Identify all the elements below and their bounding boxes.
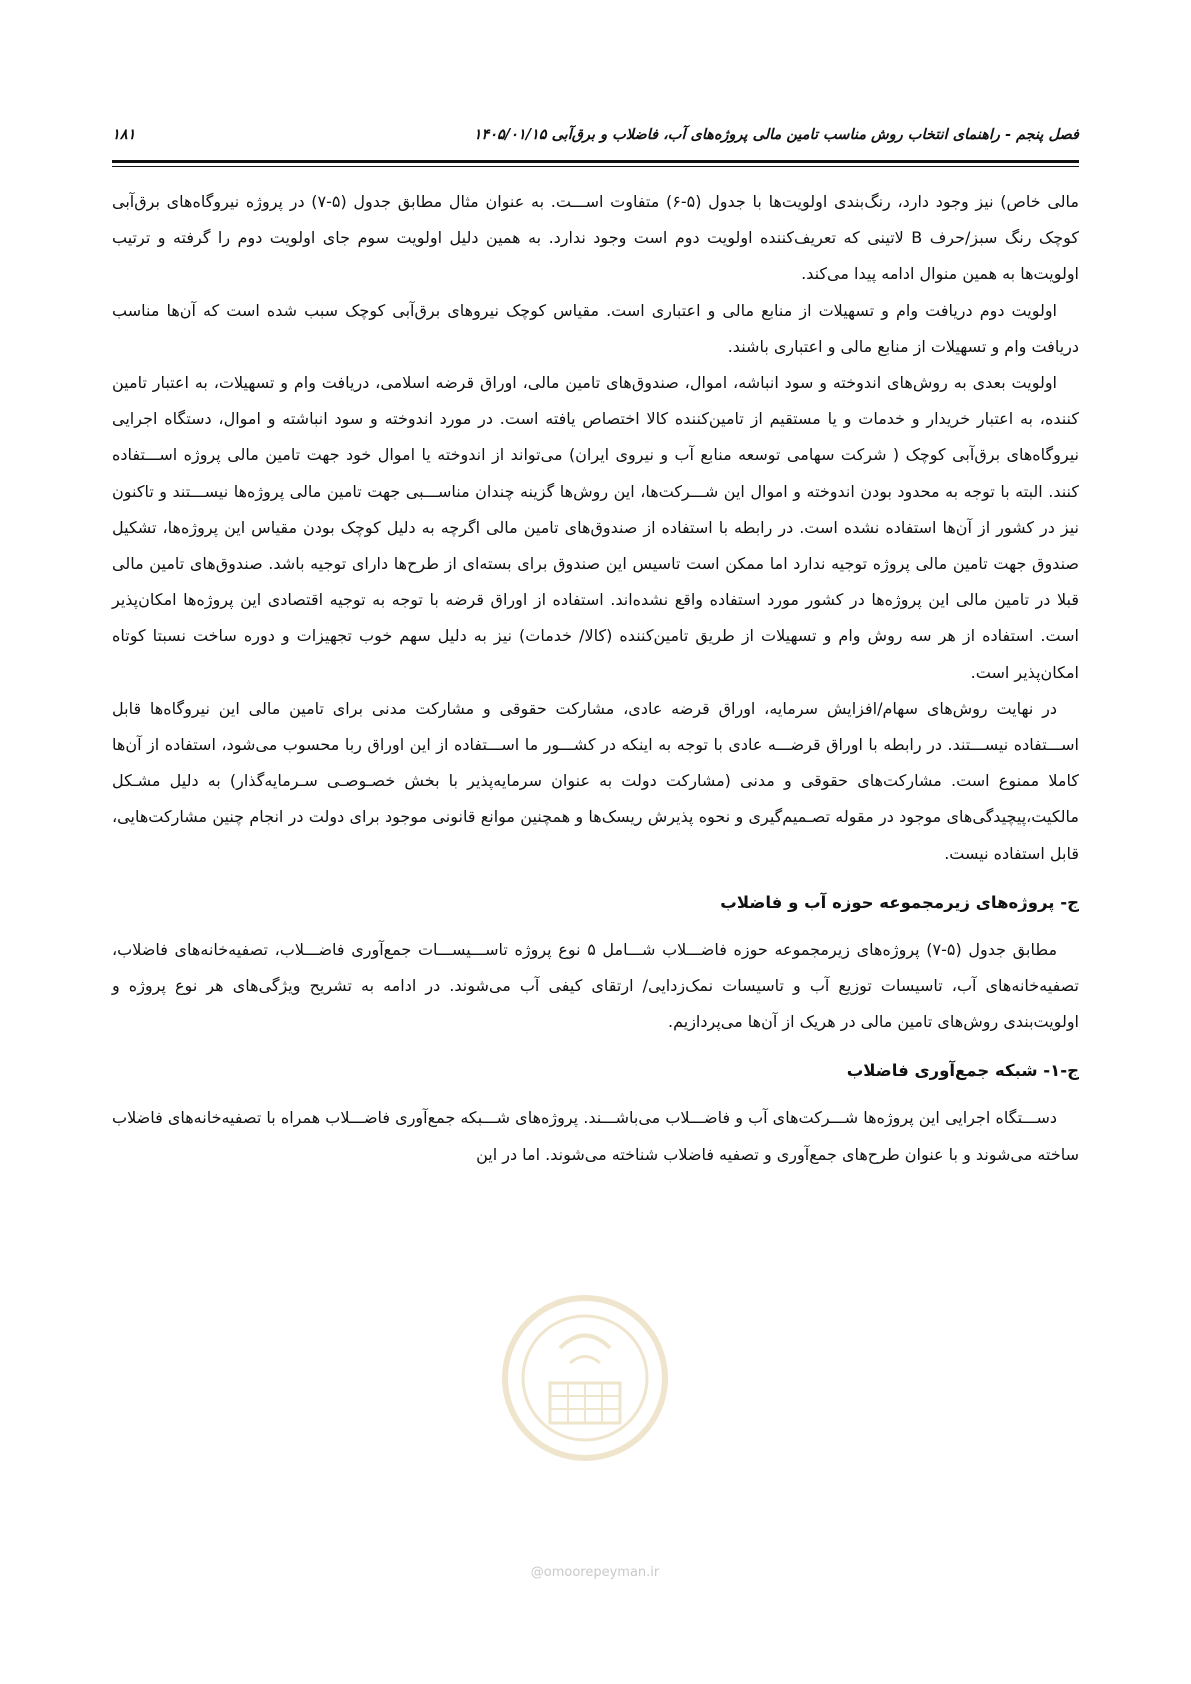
header-rule-thick: [112, 160, 1079, 163]
section-heading-water-wastewater: ج- پروژه‌های زیرمجموعه حوزه آب و فاضلاب: [720, 892, 1079, 912]
paragraph-2: اولویت دوم دریافت وام و تسهیلات از منابع مالی و اعتباری است. مقیاس کوچک نیروهای برق‌آبی کوچک سبب شده است که آن‌ها مناسب دریافت وام و تسهیلات از منابع مالی و اعتباری باشند.: [112, 300, 1079, 356]
section-heading-sewer-network: ج-۱- شبکه جمع‌آوری فاضلاب: [846, 1061, 1079, 1081]
paragraph-3: اولویت بعدی به روش‌های اندوخته و سود انباشه، اموال، صندوق‌های تامین مالی، اوراق قرضه اسلامی، دریافت وام و تسهیلات، به اعتبار تامین کننده، به اعتبار خریدار و خدمات و یا مستقیم از تامین‌کننده کالا اختصاص یافته است. در مورد اندوخته و سود انباشته و اموال، دستگاه اجرایی نیروگاه‌های برق‌آبی کوچک ( شرکت سهامی توسعه منابع آب و نیروی ایران) می‌تواند از اندوخته یا اموال خود جهت تامین مالی پروژه اســـتفاده کنند. البته با توجه به محدود بودن اندوخته و اموال این شـــرکت‌ها، این روش‌ها گزینه چندان مناســـبی جهت تامین مالی پروژه‌ها نیســـتند و تاکنون نیز در کشور از آن‌ها استفاده نشده است. در رابطه با استفاده از صندوق‌های تامین مالی اگرچه به دلیل کوچک بودن مقیاس این پروژه‌ها، تشکیل صندوق جهت تامین مالی پروژه توجیه ندارد اما ممکن است تاسیس این صندوق برای بسته‌ای از طرح‌ها دارای توجیه باشد. صندوق‌های تامین مالی قبلا در تامین مالی این پروژه‌ها در کشور مورد استفاده واقع نشده‌اند. استفاده از اوراق قرضه با توجه به توجیه اقتصادی این پروژه‌ها امکان‌پذیر است. استفاده از هر سه روش وام و تسهیلات از طریق تامین‌کننده (کالا/ خدمات) نیز به دلیل سهم خوب تجهیزات و دوره ساخت نسبتا کوتاه امکان‌پذیر است.: [112, 373, 1079, 682]
watermark-url: @omoorepeyman.ir: [530, 1565, 660, 1580]
document-body: [112, 184, 1079, 1173]
paragraph-4: در نهایت روش‌های سهام/افزایش سرمایه، اوراق قرضه عادی، مشارکت حقوقی و مشارکت مدنی برای تامین مالی این نیروگاه‌ها قابل اســـتفاده نیســـتند. در رابطه با اوراق قرضـــه عادی با توجه به اینکه در کشـــور ما اســـتفاده از این اوراق ربا محسوب می‌شود، استفاده از آن‌ها کاملا ممنوع است. مشارکت‌های حقوقی و مدنی (مشارکت دولت به عنوان سرمایه‌پذیر با بخش خصـوصـی سـرمایه‌گذار) به دلیل مشـکل مالکیت،پیچیدگی‌های موجود در مقوله تصـمیم‌گیری و نحوه پذیرش ریسک‌ها و همچنین موانع قانونی موجود برای دولت در انجام چنین مشارکت‌هایی، قابل استفاده نیست.: [112, 698, 1079, 863]
chapter-title: فصل پنجم - راهنمای انتخاب روش مناسب تامین مالی پروژه‌های آب، فاضلاب و برق‌آبی ۱۴۰۵/۰۱/۱۵: [473, 126, 1079, 143]
paragraph-6: دســـتگاه اجرایی این پروژه‌ها شـــرکت‌های آب و فاضـــلاب می‌باشـــند. پروژه‌های شـــبکه جمع‌آوری فاضـــلاب همراه با تصفیه‌خانه‌های فاضلاب ساخته می‌شوند و با عنوان طرح‌های جمع‌آوری و تصفیه فاضلاب شناخته می‌شوند. اما در این: [112, 1108, 1079, 1164]
page-header: [112, 126, 1079, 152]
paragraph-5: مطابق جدول (۵-۷) پروژه‌های زیرمجموعه حوزه فاضـــلاب شـــامل ۵ نوع پروژه تاســـیســـات جمع‌آوری فاضـــلاب، تصفیه‌خانه‌های فاضلاب، تصفیه‌خانه‌های آب، تاسیسات توزیع آب و تاسیسات نمک‌زدایی/ ارتقای کیفی آب می‌شوند. در ادامه به تشریح ویژگی‌های هر نوع پروژه و اولویت‌بندی روش‌های تامین مالی در هریک از آن‌ها می‌پردازیم.: [112, 939, 1079, 1032]
page-number: ۱۸۱: [112, 126, 136, 143]
header-rule-thin: [112, 166, 1079, 167]
paragraph-1: مالی خاص) نیز وجود دارد، رنگ‌بندی اولویت‌ها با جدول (۵-۶) متفاوت اســـت. به عنوان مثال مطابق جدول (۵-۷) در پروژه نیروگاه‌های برق‌آبی کوچک رنگ سبز/حرف B لاتینی که تعریف‌کننده اولویت دوم است وجود ندارد. به همین دلیل اولویت سوم جای اولویت دوم را گرفته و ترتیب اولویت‌ها به همین منوال ادامه پیدا می‌کند.: [112, 192, 1080, 284]
watermark-logo-icon: [490, 1288, 680, 1468]
